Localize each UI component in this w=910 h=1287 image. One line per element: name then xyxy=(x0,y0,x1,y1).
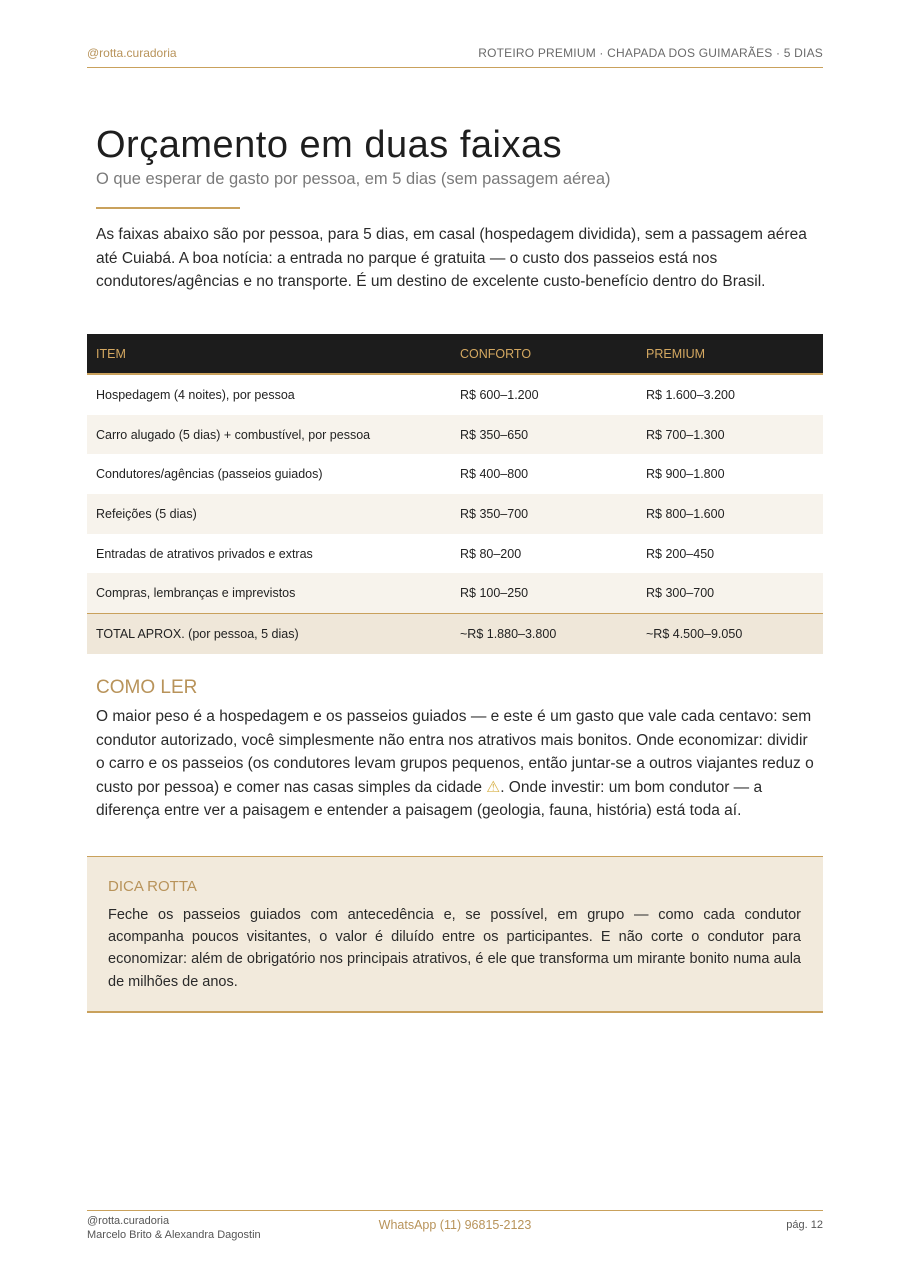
cell-item: Condutores/agências (passeios guiados) xyxy=(96,467,323,482)
footer-authors: Marcelo Brito & Alexandra Dagostin xyxy=(87,1229,261,1241)
cell-conforto: R$ 600–1.200 xyxy=(460,387,539,402)
footer-whatsapp: WhatsApp (11) 96815-2123 xyxy=(378,1218,532,1232)
cell-item: Entradas de atrativos privados e extras xyxy=(96,546,313,561)
cell-premium: R$ 900–1.800 xyxy=(646,467,725,482)
page-footer xyxy=(87,1210,823,1241)
cell-conforto: R$ 400–800 xyxy=(460,467,529,482)
como-ler-text-part1: O maior peso é a hospedagem e os passeios guiados — e este é um gasto que vale cada centavo: sem condutor autorizado, você simplesmente não entra nos atrativos mais bonitos. Onde economizar: dividir o carro e os passeios (os condutores levam grupos pequenos, então juntar-se a outros viajantes reduz o custo por pessoa) e comer nas casas simples da cidade xyxy=(96,708,814,796)
table-row xyxy=(87,494,823,534)
total-conforto: ~R$ 1.880–3.800 xyxy=(451,614,637,654)
page-subtitle: O que esperar de gasto por pessoa, em 5 dias (sem passagem aérea) xyxy=(96,170,611,188)
cell-item: Carro alugado (5 dias) + combustível, por pessoa xyxy=(87,415,451,455)
tip-text: Feche os passeios guiados com antecedência e, se possível, em grupo — como cada condutor acompanha poucos visitantes, o valor é diluído entre os participantes. E não corte o condutor para economizar: além de obrigatório nos principais atrativos, é ele que transforma um mirante bonito numa aula de milhões de anos. xyxy=(108,907,801,990)
table-row xyxy=(87,454,823,494)
cell-conforto: R$ 80–200 xyxy=(460,546,522,561)
total-label: TOTAL APROX. (por pessoa, 5 dias) xyxy=(87,614,451,654)
table-row xyxy=(87,374,823,415)
cell-premium: R$ 700–1.300 xyxy=(637,415,823,455)
cell-item: Refeições (5 dias) xyxy=(87,494,451,534)
total-premium: ~R$ 4.500–9.050 xyxy=(637,614,823,654)
column-header-item: ITEM xyxy=(87,334,451,374)
table-header-row xyxy=(87,334,823,374)
tip-title: DICA ROTTA xyxy=(108,878,197,895)
como-ler-paragraph xyxy=(96,705,814,823)
como-ler-text-part2: . Onde investir: um bom condutor — a diferença entre ver a paisagem e entender a paisagem (geologia, fauna, história) está toda aí. xyxy=(96,778,763,819)
cell-conforto: R$ 100–250 xyxy=(451,573,637,613)
header-doc-title: ROTEIRO PREMIUM · CHAPADA DOS GUIMARÃES · 5 DIAS xyxy=(478,46,823,60)
intro-paragraph: As faixas abaixo são por pessoa, para 5 dias, em casal (hospedagem dividida), sem a passagem aérea até Cuiabá. A boa notícia: a entrada no parque é gratuita — o custo dos passeios está nos condutores/agências e no transporte. É um destino de excelente custo-benefício dentro do Brasil. xyxy=(96,226,807,290)
footer-handle: @rotta.curadoria xyxy=(87,1215,170,1227)
tip-box xyxy=(87,856,823,1013)
page-header xyxy=(87,46,823,68)
page-title: Orçamento em duas faixas xyxy=(96,124,563,166)
cell-premium: R$ 800–1.600 xyxy=(637,494,823,534)
column-header-conforto: CONFORTO xyxy=(451,334,637,374)
table-row xyxy=(87,534,823,574)
table-row xyxy=(87,573,823,613)
budget-table xyxy=(87,334,823,654)
table-total-row xyxy=(87,614,823,654)
title-divider xyxy=(96,207,240,209)
cell-premium: R$ 300–700 xyxy=(637,573,823,613)
section-title-como-ler: COMO LER xyxy=(96,677,198,698)
cell-premium: R$ 200–450 xyxy=(646,546,715,561)
cell-item: Compras, lembranças e imprevistos xyxy=(87,573,451,613)
cell-item: Hospedagem (4 noites), por pessoa xyxy=(96,387,295,402)
cell-conforto: R$ 350–650 xyxy=(451,415,637,455)
table-row xyxy=(87,415,823,455)
header-handle: @rotta.curadoria xyxy=(87,46,177,60)
warning-icon: ⚠ xyxy=(486,778,501,796)
column-header-premium: PREMIUM xyxy=(637,334,823,374)
cell-conforto: R$ 350–700 xyxy=(451,494,637,534)
page-number: pág. 12 xyxy=(786,1219,823,1231)
cell-premium: R$ 1.600–3.200 xyxy=(646,387,735,402)
